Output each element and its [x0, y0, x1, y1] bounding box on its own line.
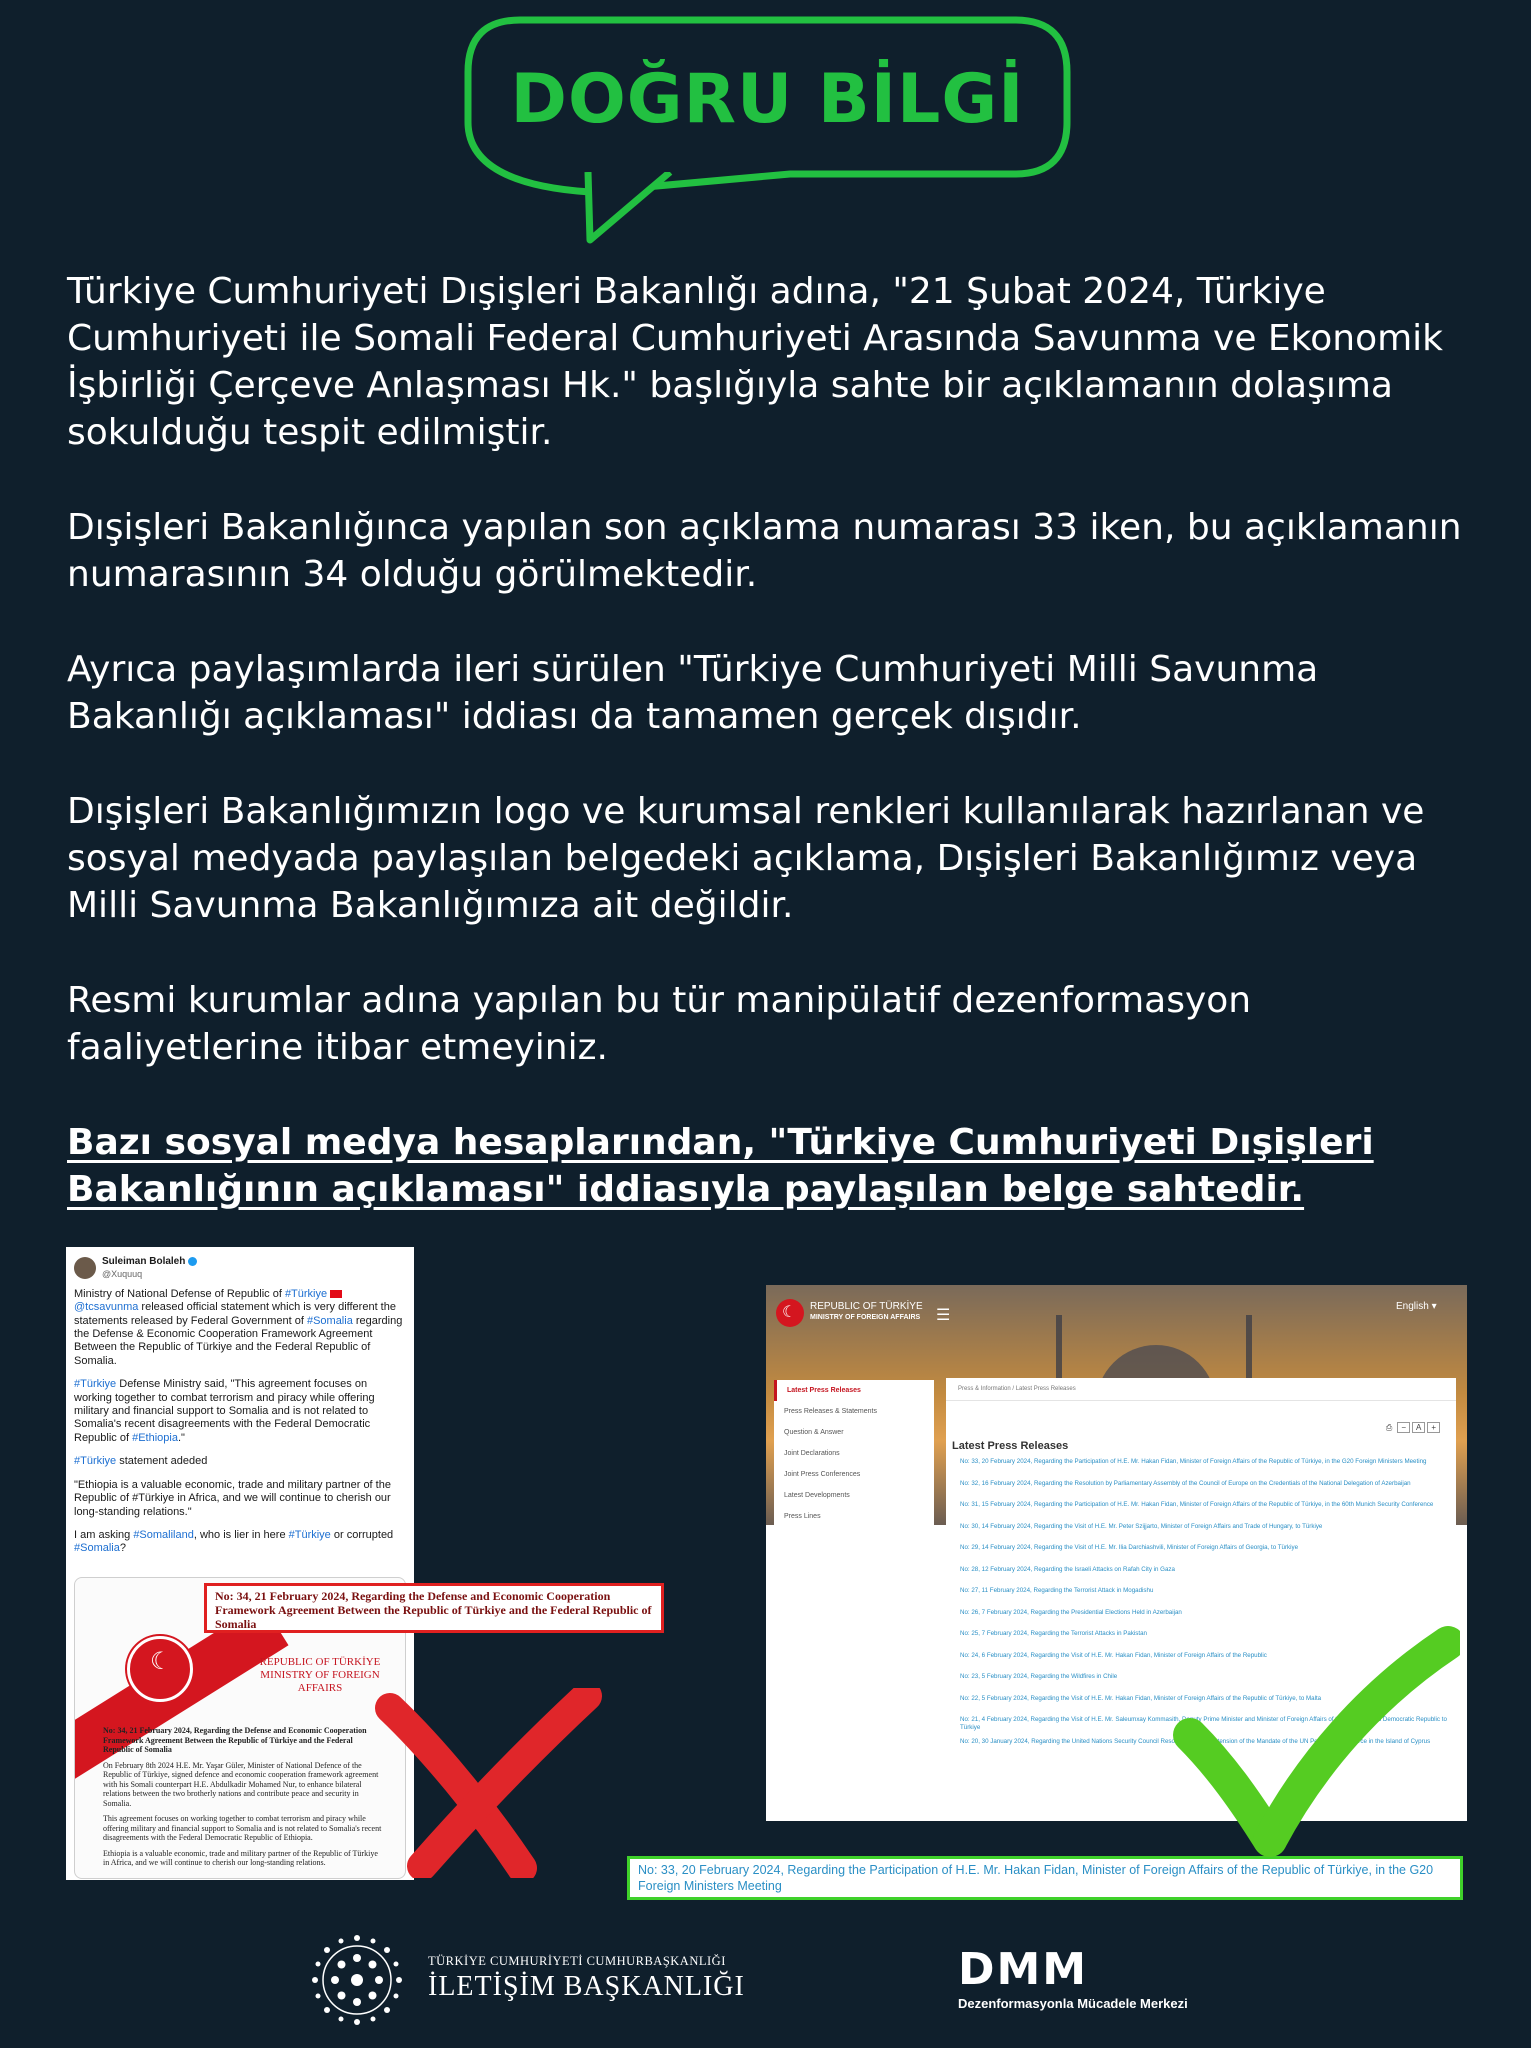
hashtag: #Türkiye — [74, 1455, 117, 1468]
document-text — [103, 1726, 383, 1874]
language-selector[interactable]: English ▾ — [1396, 1301, 1437, 1312]
font-reset-button[interactable]: A — [1412, 1422, 1425, 1433]
sidebar-item-joint-press-conferences[interactable]: Joint Press Conferences — [784, 1471, 861, 1478]
press-release-link[interactable]: No: 25, 7 February 2024, Regarding the Terrorist Attacks in Pakistan — [960, 1630, 1147, 1637]
footer-organization — [428, 1954, 745, 2003]
doc-paragraph: On February 8th 2024 H.E. Mr. Yaşar Güler, Minister of National Defence of the Republic of Türkiye, signed defence and economic cooperation framework agreement with his Somali counterpart H.E. Abdulkadir Mohamed Nur, to enhance bilateral relations between the two brotherly nations and contribute peace and security in Somalia. — [103, 1760, 379, 1808]
doc-paragraph: Ethiopia is a valuable economic, trade and military partner of the Republic of Türkiye in Africa, and we will continue to cherish our long-standing relations. — [103, 1848, 378, 1867]
breadcrumb[interactable]: Press & Information / Latest Press Releases — [946, 1378, 1456, 1401]
tweet-text-run: released official statement which is very different the statements released by Federal Government of — [74, 1301, 396, 1327]
iletisim-baskanligi-logo-icon — [305, 1928, 409, 2032]
footer-org-small: TÜRKİYE CUMHURİYETİ CUMHURBAŞKANLIĞI — [428, 1954, 726, 1968]
font-size-controls — [1381, 1422, 1440, 1433]
dmm-wordmark: DMM — [958, 1944, 1089, 1995]
sidebar-item-latest-press-releases[interactable]: Latest Press Releases — [774, 1380, 934, 1401]
tweet-text-run: regarding the Defense & Economic Cooperation Framework Agreement Between the Republic of Türkiye and the Federal Republic of Somalia. — [74, 1314, 403, 1367]
tweet-text-run: ? — [119, 1542, 126, 1555]
doc-ministry: MINISTRY OF FOREIGN AFFAIRS — [260, 1669, 380, 1694]
section-heading: Latest Press Releases — [952, 1440, 1069, 1452]
hashtag: #Somalia — [306, 1314, 353, 1327]
tweet-header — [66, 1247, 414, 1286]
hamburger-icon[interactable]: ☰ — [936, 1307, 951, 1324]
hashtag: #Türkiye — [284, 1287, 328, 1300]
paragraph: Resmi kurumlar adına yapılan bu tür manipülatif dezenformasyon faaliyetlerine itibar etmeyiniz. — [67, 980, 1252, 1068]
press-release-link[interactable]: No: 23, 5 February 2024, Regarding the Wildfires in Chile — [960, 1673, 1118, 1680]
font-decrease-button[interactable]: − — [1397, 1422, 1410, 1433]
press-release-link[interactable]: No: 22, 5 February 2024, Regarding the Visit of H.E. Mr. Hakan Fidan, Minister of Foreign Affairs of the Republic of Türkiye, to Malta — [960, 1694, 1322, 1702]
ministry-logo-icon: ☾ — [776, 1299, 804, 1327]
paragraph: Ayrıca paylaşımlarda ileri sürülen "Türkiye Cumhuriyeti Milli Savunma Bakanlığı açıklaması" iddiası da tamamen gerçek dışıdır. — [67, 649, 1319, 737]
tweet-quote: "Ethiopia is a valuable economic, trade and military partner of the Republic of #Türkiye in Africa, and we will continue to cherish our long-standing relations." — [74, 1478, 391, 1518]
tweet-text-run: Defense Ministry said, "This agreement focuses on working together to combat terrorism and piracy while offering military and financial support to Somalia and is not related to Somalia's recent disagreements with the Federal Democratic Republic of — [74, 1378, 375, 1444]
green-check-icon — [1170, 1625, 1460, 1865]
tweet-text-run: or corrupted — [330, 1528, 394, 1541]
press-release-link[interactable]: No: 27, 11 February 2024, Regarding the Terrorist Attack in Mogadishu — [960, 1587, 1154, 1594]
claim-statement: Bazı sosyal medya hesaplarından, "Türkiye Cumhuriyeti Dışişleri Bakanlığının açıklaması" iddiasıyla paylaşılan belge sahtedir. — [67, 1122, 1374, 1210]
red-x-icon — [372, 1688, 602, 1878]
real-number-callout: No: 33, 20 February 2024, Regarding the Participation of H.E. Mr. Hakan Fidan, Minister of Foreign Affairs of the Republic of Türkiye, in the G20 Foreign Ministers Meeting — [627, 1856, 1463, 1900]
doc-title: No: 34, 21 February 2024, Regarding the Defense and Economic Cooperation Framework Agreement Between the Republic of Türkiye and the Federal Republic of Somalia — [103, 1726, 367, 1754]
site-sidebar — [774, 1380, 934, 1680]
footer-org-name: İLETİŞİM BAŞKANLIĞI — [428, 1971, 745, 2002]
sidebar-item-press-releases[interactable]: Press Releases & Statements — [784, 1408, 877, 1415]
press-release-link[interactable]: No: 33, 20 February 2024, Regarding the Participation of H.E. Mr. Hakan Fidan, Minister of Foreign Affairs of the Republic of Türkiye, in the G20 Foreign Ministers Meeting — [960, 1458, 1427, 1465]
sidebar-item-joint-declarations[interactable]: Joint Declarations — [784, 1450, 840, 1457]
site-org-subname: MINISTRY OF FOREIGN AFFAIRS — [810, 1314, 921, 1321]
press-release-link[interactable]: No: 20, 30 January 2024, Regarding the United Nations Security Council Resolution on the Extension of the Mandate of the UN Peacekeeping Force in the Island of Cyprus — [960, 1737, 1431, 1745]
press-release-link[interactable]: No: 29, 14 February 2024, Regarding the Visit of H.E. Mr. Ilia Darchiashvili, Minister of Foreign Affairs of Georgia, to Türkiye — [960, 1544, 1299, 1551]
tweet-text-run: Ministry of National Defense of Republic of — [74, 1287, 285, 1300]
font-increase-button[interactable]: + — [1427, 1422, 1440, 1433]
press-release-link[interactable]: No: 31, 15 February 2024, Regarding the Participation of H.E. Mr. Hakan Fidan, Minister of Foreign Affairs of the Republic of Türkiye, in the 60th Munich Security Conference — [960, 1501, 1434, 1508]
paragraph: Türkiye Cumhuriyeti Dışişleri Bakanlığı adına, "21 Şubat 2024, Türkiye Cumhuriyeti ile Somali Federal Cumhuriyeti Arasında Savunma ve Ekonomik İşbirliği Çerçeve Anlaşması Hk." başlığıyla sahte bir açıklamanın dolaşıma sokulduğu tespit edilmiştir. — [67, 271, 1444, 453]
press-release-link[interactable]: No: 30, 14 February 2024, Regarding the Visit of H.E. Mr. Peter Szijjarto, Minister of Foreign Affairs and Trade of Hungary, to Türkiye — [960, 1522, 1323, 1530]
hashtag: #Ethiopia — [132, 1431, 178, 1444]
press-release-link[interactable]: No: 28, 12 February 2024, Regarding the Israeli Attacks on Rafah City in Gaza — [960, 1565, 1175, 1573]
tweet-screenshot — [66, 1247, 414, 1880]
turkey-flag-icon — [330, 1290, 342, 1298]
verified-badge-icon — [188, 1257, 197, 1266]
press-release-link[interactable]: No: 32, 16 February 2024, Regarding the Resolution by Parliamentary Assembly of the Council of Europe on the Credentials of the National Delegation of Azerbaijan — [960, 1479, 1411, 1487]
hashtag: #Türkiye — [74, 1378, 117, 1391]
ministry-seal-icon: ☾ — [127, 1636, 193, 1702]
hashtag: #Somalia — [74, 1542, 120, 1555]
tweet-text-run: I am asking — [74, 1528, 134, 1541]
avatar — [74, 1257, 96, 1279]
tweet-text-run: statement adeded — [116, 1455, 208, 1468]
press-release-link[interactable]: No: 26, 7 February 2024, Regarding the Presidential Elections Held in Azerbaijan — [960, 1608, 1182, 1616]
mention: @tcsavunma — [74, 1301, 139, 1314]
paragraph: Dışişleri Bakanlığınca yapılan son açıklama numarası 33 iken, bu açıklamanın numarasının 34 olduğu görülmektedir. — [67, 507, 1462, 595]
paragraph: Dışişleri Bakanlığımızın logo ve kurumsal renkleri kullanılarak hazırlanan ve sosyal medyada paylaşılan belgedeki açıklama, Dışişleri Bakanlığımız veya Milli Savunma Bakanlığımıza ait değildir. — [67, 791, 1425, 926]
tweet-handle: @Xuquuq — [102, 1269, 143, 1280]
tweet-author-name: Suleiman Bolaleh — [102, 1256, 186, 1267]
press-release-link[interactable]: No: 21, 4 February 2024, Regarding the Visit of H.E. Mr. Saleumxay Kommasith, Deputy Prime Minister and Minister of Foreign Affairs of the Lao People's Democratic Republic to Türkiye — [960, 1716, 1447, 1731]
hashtag: #Somaliland — [133, 1528, 194, 1541]
fake-number-callout: No: 34, 21 February 2024, Regarding the Defense and Economic Cooperation Framework Agreement Between the Republic of Türkiye and the Federal Republic of Somalia — [204, 1583, 664, 1633]
sidebar-item-qa[interactable]: Question & Answer — [784, 1429, 844, 1436]
dmm-logo — [958, 1944, 1188, 2011]
tweet-text-run: ." — [177, 1431, 185, 1444]
doc-paragraph: This agreement focuses on working together to combat terrorism and piracy while offering military and financial support to Somalia and is not related to Somalia's recent disagreements with the Federal Democratic Republic of Ethiopia. — [103, 1814, 382, 1842]
print-icon[interactable]: ⎙ — [1385, 1423, 1393, 1432]
page-title: DOĞRU BİLGİ — [510, 60, 1025, 139]
hashtag: #Türkiye — [288, 1528, 331, 1541]
site-org-name: REPUBLIC OF TÜRKİYE — [810, 1301, 923, 1312]
article-body — [67, 268, 1487, 1261]
press-release-link[interactable]: No: 24, 6 February 2024, Regarding the Visit of H.E. Mr. Hakan Fidan, Minister of Foreign Affairs of the Republic — [960, 1651, 1267, 1659]
tweet-text-run: , who is lier in here — [193, 1528, 289, 1541]
dmm-subtitle: Dezenformasyonla Mücadele Merkezi — [958, 1996, 1188, 2011]
sidebar-item-latest-developments[interactable]: Latest Developments — [784, 1492, 850, 1499]
header-bubble — [460, 12, 1075, 252]
sidebar-item-press-lines[interactable]: Press Lines — [784, 1513, 821, 1520]
doc-republic: REPUBLIC OF TÜRKİYE — [259, 1656, 381, 1668]
tweet-text — [66, 1286, 414, 1568]
